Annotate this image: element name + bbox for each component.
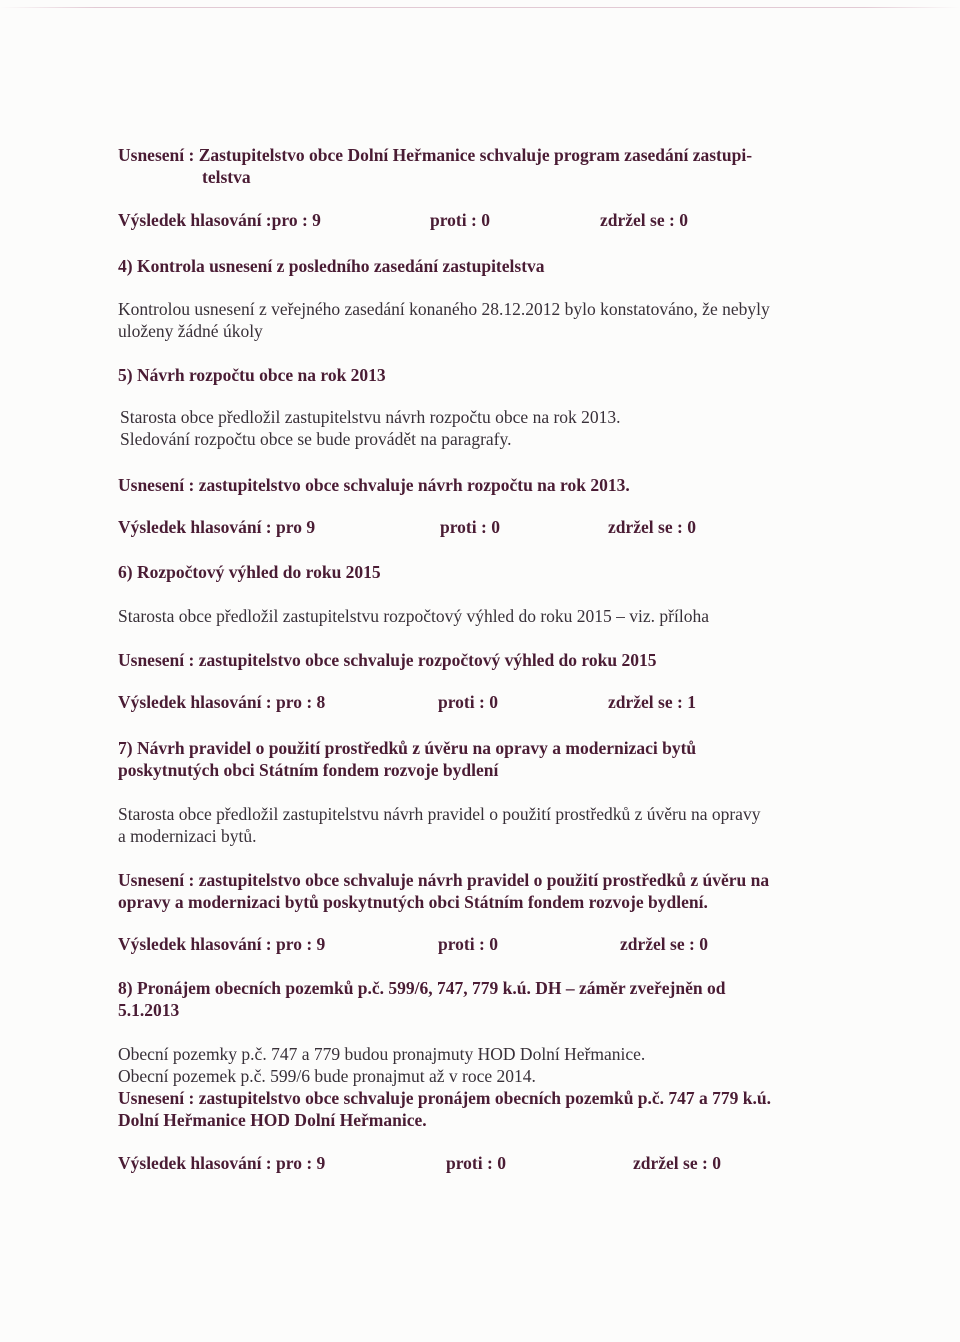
section-4-text-line2: uloženy žádné úkoly — [118, 321, 263, 341]
resolution-7-line2: opravy a modernizaci bytů poskytnutých obci Státním fondem rozvoje bydlení. — [118, 892, 708, 912]
vote-abstain: zdržel se : 0 — [633, 1153, 721, 1173]
vote-against: proti : 0 — [440, 517, 500, 537]
vote-abstain: zdržel se : 0 — [620, 934, 708, 954]
vote-against: proti : 0 — [446, 1153, 506, 1173]
section-5-heading: 5) Návrh rozpočtu obce na rok 2013 — [118, 365, 386, 385]
section-7-text-line1: Starosta obce předložil zastupitelstvu návrh pravidel o použití prostředků z úvěru na opravy — [118, 804, 761, 824]
section-8-heading-line2: 5.1.2013 — [118, 1000, 180, 1020]
scan-top-edge-line — [0, 7, 960, 8]
resolution-7 — [118, 869, 769, 913]
section-8-text-line1: Obecní pozemky p.č. 747 a 779 budou pronajmuty HOD Dolní Heřmanice. — [118, 1044, 646, 1064]
vote-abstain: zdržel se : 0 — [600, 210, 688, 230]
vote-abstain: zdržel se : 0 — [608, 517, 696, 537]
section-4-text-line1: Kontrolou usnesení z veřejného zasedání konaného 28.12.2012 bylo konstatováno, že nebyly — [118, 299, 770, 319]
vote-against: proti : 0 — [430, 210, 490, 230]
vote-for: Výsledek hlasování : pro : 9 — [118, 934, 326, 954]
section-6-text: Starosta obce předložil zastupitelstvu rozpočtový výhled do roku 2015 – viz. příloha — [118, 606, 709, 626]
vote-for: Výsledek hlasování :pro : 9 — [118, 210, 321, 230]
resolution-program-line1: Usnesení : Zastupitelstvo obce Dolní Heřmanice schvaluje program zasedání zastupi- — [118, 145, 753, 165]
vote-against: proti : 0 — [438, 692, 498, 712]
section-8-heading — [118, 977, 725, 1021]
section-7-heading-line2: poskytnutých obci Státním fondem rozvoje bydlení — [118, 760, 499, 780]
section-7-heading-line1: 7) Návrh pravidel o použití prostředků z úvěru na opravy a modernizaci bytů — [118, 738, 697, 758]
vote-for: Výsledek hlasování : pro 9 — [118, 517, 316, 537]
vote-against: proti : 0 — [438, 934, 498, 954]
vote-for: Výsledek hlasování : pro : 8 — [118, 692, 326, 712]
section-5-text — [120, 406, 621, 450]
resolution-8 — [118, 1087, 771, 1131]
section-7-text — [118, 803, 760, 847]
resolution-5: Usnesení : zastupitelstvo obce schvaluje návrh rozpočtu na rok 2013. — [118, 475, 630, 495]
resolution-program-line2: telstva — [202, 167, 251, 187]
section-7-text-line2: a modernizaci bytů. — [118, 826, 257, 846]
resolution-6: Usnesení : zastupitelstvo obce schvaluje rozpočtový výhled do roku 2015 — [118, 650, 657, 670]
vote-for: Výsledek hlasování : pro : 9 — [118, 1153, 326, 1173]
section-7-heading — [118, 737, 696, 781]
section-8-heading-line1: 8) Pronájem obecních pozemků p.č. 599/6, 747, 779 k.ú. DH – záměr zveřejněn od — [118, 978, 726, 998]
section-8-text — [118, 1043, 645, 1087]
resolution-7-line1: Usnesení : zastupitelstvo obce schvaluje návrh pravidel o použití prostředků z úvěru na — [118, 870, 770, 890]
section-5-text-line1: Starosta obce předložil zastupitelstvu návrh rozpočtu obce na rok 2013. — [120, 407, 621, 427]
section-4-text — [118, 298, 770, 342]
section-5-text-line2: Sledování rozpočtu obce se bude provádět na paragrafy. — [120, 429, 512, 449]
resolution-8-line1: Usnesení : zastupitelstvo obce schvaluje pronájem obecních pozemků p.č. 747 a 779 k.ú. — [118, 1088, 772, 1108]
section-6-heading: 6) Rozpočtový výhled do roku 2015 — [118, 562, 381, 582]
resolution-program — [118, 144, 752, 188]
section-8-text-line2: Obecní pozemek p.č. 599/6 bude pronajmut až v roce 2014. — [118, 1066, 536, 1086]
resolution-8-line2: Dolní Heřmanice HOD Dolní Heřmanice. — [118, 1110, 427, 1130]
vote-abstain: zdržel se : 1 — [608, 692, 696, 712]
section-4-heading: 4) Kontrola usnesení z posledního zasedání zastupitelstva — [118, 256, 545, 276]
